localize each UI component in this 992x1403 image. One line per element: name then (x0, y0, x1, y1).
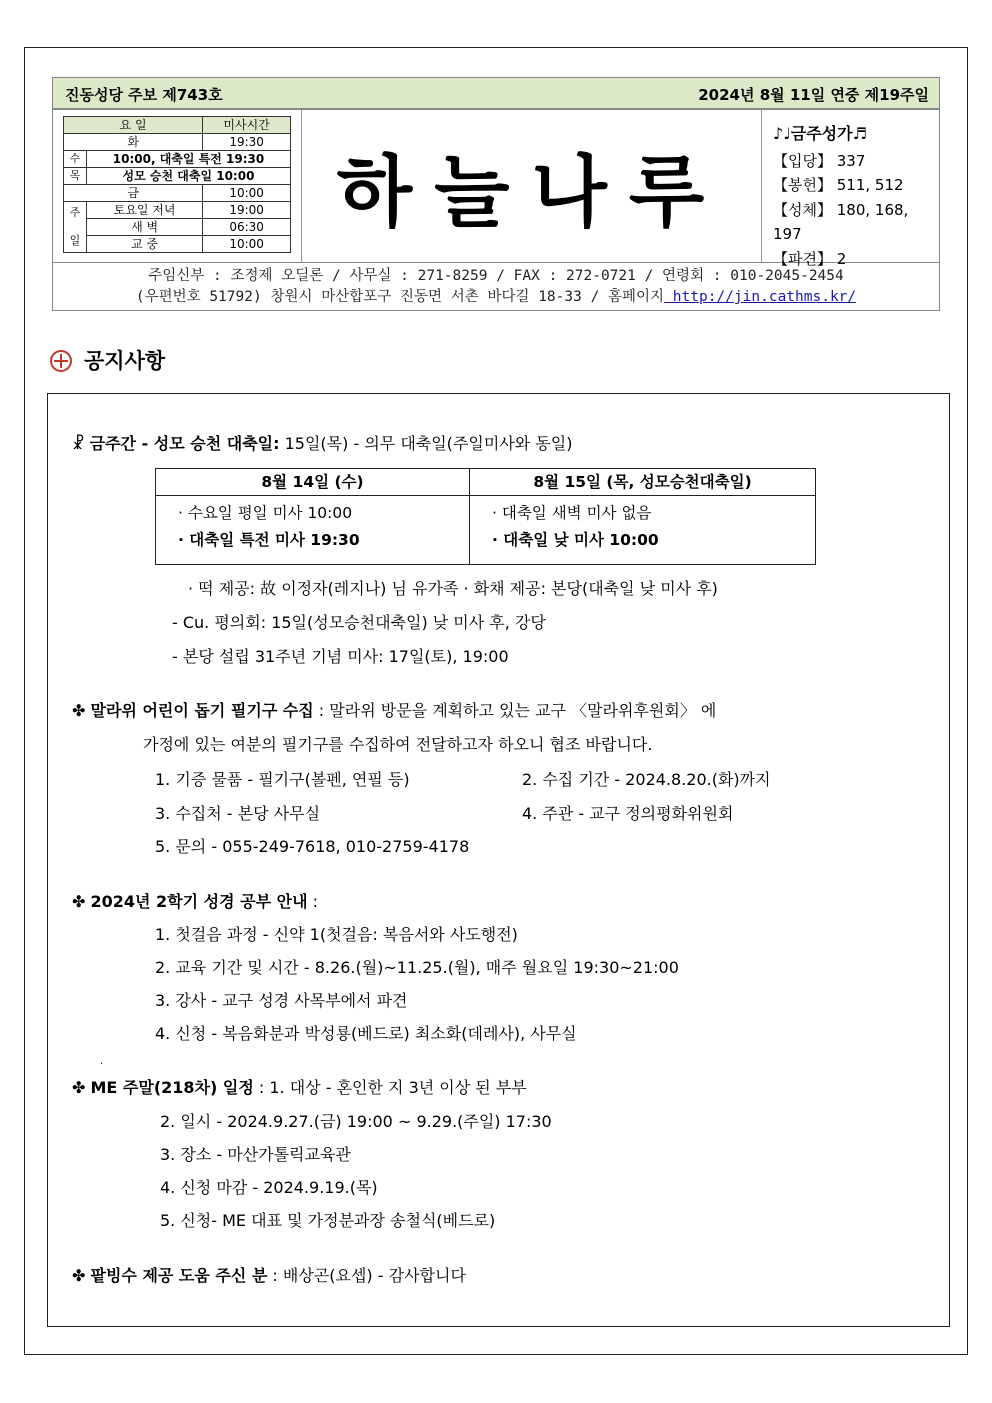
homepage-link[interactable]: http://jin.cathms.kr/ (664, 289, 857, 305)
section-bible-label: 2024년 2학기 성경 공부 안내 (90, 892, 308, 911)
schedule-time: 19:00 (203, 202, 291, 219)
address-text: (우편번호 51792) 창원시 마산합포구 진동면 서촌 바다길 18-33 / 홈페이지 (135, 289, 665, 305)
section-malawi-text: : 말라위 방문을 계획하고 있는 교구 〈말라위후원회〉 에 (313, 701, 717, 720)
malawi-item: 4. 주관 - 교구 정의평화위원회 (522, 804, 734, 823)
notice-heading (50, 345, 165, 375)
bullet-icon: ✤ (72, 1078, 86, 1097)
mass-item: · 대축일 낮 미사 10:00 (492, 531, 659, 549)
bulletin-title: 하늘나루 (336, 148, 727, 238)
rice-cake-note: · 떡 제공: 故 이정자(레지나) 님 유가족 · 화채 제공: 본당(대축일 낮 미사 후) (188, 579, 718, 598)
malawi-item: 3. 수집처 - 본당 사무실 (155, 804, 321, 823)
col-time-header: 미사시간 (203, 117, 291, 134)
date-header-15: 8월 15일 (목, 성모승천대축일) (470, 469, 816, 496)
section-bible-text: : (307, 892, 319, 911)
section-malawi (72, 701, 716, 721)
section-week-text: 15일(목) - 의무 대축일(주일미사와 동일) (279, 434, 573, 453)
mass-item: · 수요일 평일 미사 10:00 (178, 504, 353, 522)
malawi-item: 5. 문의 - 055-249-7618, 010-2759-4178 (155, 837, 470, 856)
malawi-item: 2. 수집 기간 - 2024.8.20.(화)까지 (522, 770, 771, 789)
hymn-offertory: 【봉헌】 511, 512 (773, 176, 904, 194)
schedule-side-label: 수 (64, 151, 87, 168)
bulletin-date: 2024년 8월 11일 연중 제19주일 (698, 86, 929, 104)
hymn-communion: 【성체】 180, 168, 197 (773, 200, 909, 243)
schedule-time: 19:30 (203, 134, 291, 151)
notice-heading-text: 공지사항 (84, 349, 166, 373)
section-week-label: 금주간 - 성모 승천 대축일: (89, 434, 280, 453)
chi-rho-icon: ☧ (72, 434, 85, 453)
stray-dot: . (100, 1056, 104, 1067)
divider (761, 110, 762, 262)
bullet-icon: ✤ (72, 701, 86, 720)
anniversary-note: - 본당 설립 31주년 기념 미사: 17일(토), 19:00 (172, 647, 509, 666)
cross-circle-icon (50, 350, 72, 372)
section-bible (72, 892, 318, 912)
schedule-side-label (64, 202, 87, 253)
mass-item: · 대축일 새벽 미사 없음 (492, 504, 652, 522)
mass-schedule-table (63, 116, 291, 253)
masthead (52, 109, 940, 268)
bible-item: 3. 강사 - 교구 성경 사목부에서 파견 (155, 991, 408, 1010)
date-cell-15 (470, 496, 816, 565)
schedule-day: 새 벽 (87, 219, 203, 236)
section-me-label: ME 주말(218차) 일정 (90, 1078, 254, 1097)
date-cell-14 (156, 496, 470, 565)
council-note: - Cu. 평의회: 15일(성모승천대축일) 낮 미사 후, 강당 (172, 613, 546, 632)
me-item: 2. 일시 - 2024.9.27.(금) 19:00 ~ 9.29.(주일) 17:30 (160, 1112, 552, 1131)
section-me-text: : 1. 대상 - 혼인한 지 3년 이상 된 부부 (253, 1078, 527, 1097)
section-me (72, 1078, 527, 1098)
side-char: 주 (69, 206, 81, 219)
mass-item: · 대축일 특전 미사 19:30 (178, 531, 360, 549)
contact-info (52, 263, 940, 311)
bible-item: 1. 첫걸음 과정 - 신약 1(첫걸음: 복음서와 사도행전) (155, 925, 518, 944)
bulletin-number: 진동성당 주보 제743호 (65, 86, 223, 104)
me-item: 4. 신청 마감 - 2024.9.19.(목) (160, 1178, 378, 1197)
bible-item: 4. 신청 - 복음화분과 박성룡(베드로) 최소화(데레사), 사무실 (155, 1024, 577, 1043)
me-item: 5. 신청- ME 대표 및 가정분과장 송철식(베드로) (160, 1211, 496, 1230)
date-header-14: 8월 14일 (수) (156, 469, 470, 496)
hymn-entrance: 【입당】 337 (773, 151, 866, 170)
section-malawi-label: 말라위 어린이 돕기 필기구 수집 (90, 701, 314, 720)
contact-line1: 주임신부 : 조정제 오딜론 / 사무실 : 271-8259 / FAX : 272-0721 / 연령회 : 010-2045-2454 (148, 268, 844, 284)
schedule-day: 교 중 (87, 236, 203, 253)
schedule-day: 금 (64, 185, 203, 202)
schedule-day: 토요일 저녁 (87, 202, 203, 219)
malawi-item: 1. 기증 물품 - 필기구(볼펜, 연필 등) (155, 770, 410, 789)
section-week (72, 434, 572, 454)
me-item: 3. 장소 - 마산가톨릭교육관 (160, 1145, 351, 1164)
assumption-schedule-table (155, 468, 816, 565)
schedule-time: 06:30 (203, 219, 291, 236)
contact-line2 (53, 287, 939, 308)
schedule-side-label: 목 (64, 168, 87, 185)
section-thanks-label: 팥빙수 제공 도움 주신 분 (90, 1266, 268, 1285)
schedule-time: 10:00 (203, 185, 291, 202)
malawi-desc: 가정에 있는 여분의 필기구를 수집하여 전달하고자 하오니 협조 바랍니다. (143, 735, 653, 754)
hymn-recessional: 【파견】 2 (773, 249, 847, 268)
col-day-header: 요 일 (64, 117, 203, 134)
section-thanks-text: : 배상곤(요셉) - 감사합니다 (267, 1266, 466, 1285)
schedule-time: 10:00 (203, 236, 291, 253)
schedule-wed: 10:00, 대축일 특전 19:30 (87, 151, 291, 168)
hymn-heading: ♪♩금주성가♬ (773, 124, 867, 143)
hymn-list (773, 122, 939, 271)
bullet-icon: ✤ (72, 892, 86, 911)
bullet-icon: ✤ (72, 1266, 86, 1285)
section-thanks (72, 1266, 466, 1286)
bible-item: 2. 교육 기간 및 시간 - 8.26.(월)~11.25.(월), 매주 월요일 19:30~21:00 (155, 958, 679, 977)
schedule-thu: 성모 승천 대축일 10:00 (87, 168, 291, 185)
schedule-day: 화 (64, 134, 203, 151)
side-char: 일 (69, 234, 81, 247)
bulletin-header-bar (52, 77, 940, 109)
